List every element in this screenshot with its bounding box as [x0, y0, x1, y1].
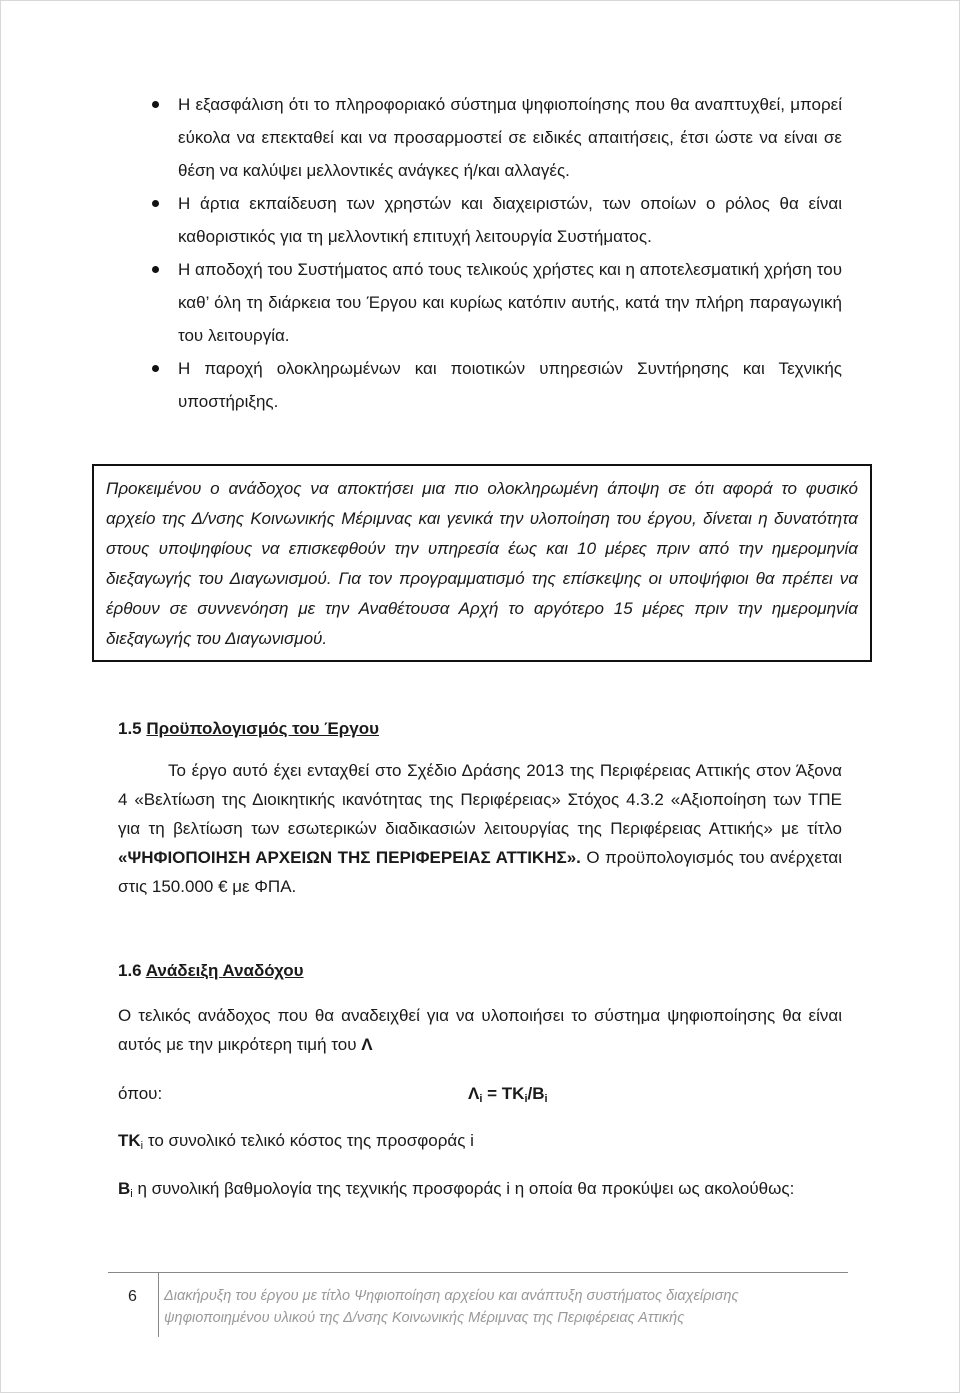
bullet-item: [178, 88, 842, 187]
formula-row: [118, 1084, 842, 1108]
bullet-text: Η άρτια εκπαίδευση των χρηστών και διαχειριστών, των οποίων ο ρόλος θα είναι καθοριστικός για τη μελλοντική επιτυχή λειτουργία Συστήματος.: [178, 194, 842, 246]
bullet-dot-icon: [152, 200, 159, 207]
tk-definition: [118, 1126, 842, 1161]
bullet-list: [178, 88, 842, 418]
formula-lambda: Λ: [468, 1084, 480, 1103]
visit-notice-box: [92, 464, 872, 662]
budget-text: Το έργο αυτό έχει ενταχθεί στο Σχέδιο Δράσης 2013 της Περιφέρειας Αττικής στον Άξονα 4 «Βελτίωση της Διοικητικής ικανότητας της Περιφέρειας» Στόχος 4.3.2 «Αξιοποίηση των ΤΠΕ για τη βελτίωση των εσωτερικών διαδικασιών λειτουργίας της Περιφέρειας Αττικής» με τίτλο: [118, 761, 842, 838]
page-footer: [108, 1272, 848, 1337]
budget-paragraph: [118, 756, 842, 901]
bullet-dot-icon: [152, 365, 159, 372]
section-number: 1.6: [118, 961, 142, 980]
visit-notice-text: Προκειμένου ο ανάδοχος να αποκτήσει μια πιο ολοκληρωμένη άποψη σε ότι αφορά το φυσικό αρχείο της Δ/νσης Κοινωνικής Μέριμνας και γενικά την υλοποίηση του έργου, δίνεται η δυνατότητα στους υποψηφίους να επισκεφθούν την υπηρεσία έως και 10 μέρες πριν από την ημερομηνία διεξαγωγής του Διαγωνισμού. Για τον προγραμματισμό της επίσκεψης οι υποψήφιοι θα πρέπει να έρθουν σε συννενόηση με την Αναθέτουσα Αρχή το αργότερο 15 μέρες πριν την ημερομηνία διεξαγωγής του Διαγωνισμού.: [106, 479, 858, 648]
bullet-text: Η εξασφάλιση ότι το πληροφοριακό σύστημα ψηφιοποίησης που θα αναπτυχθεί, μπορεί εύκολα να επεκταθεί και να προσαρμοστεί σε ειδικές απαιτήσεις, έτσι ώστε να είναι σε θέση να καλύψει μελλοντικές ανάγκες ή/και αλλαγές.: [178, 95, 842, 180]
tk-symbol: ΤΚ: [118, 1131, 141, 1150]
footer-divider: [158, 1273, 159, 1337]
footer-caption: [164, 1285, 848, 1329]
formula: [468, 1084, 548, 1105]
bullet-item: [178, 187, 842, 253]
footer-caption-line: ψηφιοποιημένου υλικού της Δ/νσης Κοινωνικής Μέριμνας της Περιφέρειας Αττικής: [164, 1310, 685, 1326]
formula-eq: = ΤΚ: [482, 1084, 525, 1103]
project-title: «ΨΗΦΙΟΠΟΙΗΣΗ ΑΡΧΕΙΩΝ ΤΗΣ ΠΕΡΙΦΕΡΕΙΑΣ ΑΤΤΙΚΗΣ».: [118, 848, 581, 867]
bullet-dot-icon: [152, 266, 159, 273]
bullet-text: Η αποδοχή του Συστήματος από τους τελικούς χρήστες και η αποτελεσματική χρήση του καθ’ όλη τη διάρκεια του Έργου και κυρίως κατόπιν αυτής, κατά την πλήρη παραγωγική του λειτουργία.: [178, 260, 842, 345]
where-label: όπου:: [118, 1084, 163, 1103]
tk-sub: i: [140, 1140, 144, 1152]
section-heading-contractor: [118, 960, 304, 982]
formula-sub: i: [479, 1093, 483, 1105]
formula-sub: i: [544, 1093, 548, 1105]
b-sub: i: [130, 1188, 133, 1200]
section-title: Ανάδειξη Αναδόχου: [145, 961, 304, 980]
bullet-dot-icon: [152, 101, 159, 108]
section-number: 1.5: [118, 719, 142, 738]
bullet-text: Η παροχή ολοκληρωμένων και ποιοτικών υπηρεσιών Συντήρησης και Τεχνικής υποστήριξης.: [178, 359, 842, 411]
bullet-item: [178, 253, 842, 352]
footer-caption-line: Διακήρυξη του έργου με τίτλο Ψηφιοποίηση αρχείου και ανάπτυξη συστήματος διαχείρισης: [164, 1288, 739, 1304]
bullet-item: [178, 352, 842, 418]
lambda-symbol: Λ: [361, 1035, 373, 1054]
formula-slash: /Β: [527, 1084, 545, 1103]
b-text: η συνολική βαθμολογία της τεχνικής προσφοράς i η οποία θα προκύψει ως ακολούθως:: [132, 1179, 795, 1198]
b-definition: [118, 1174, 842, 1209]
formula-sub: i: [524, 1093, 528, 1105]
budget-amount-text: Ο προϋπολογισμός του ανέρχεται στις 150.000 € με ΦΠΑ.: [118, 848, 842, 896]
contractor-intro: [118, 1001, 842, 1059]
tk-text: το συνολικό τελικό κόστος της προσφοράς i: [143, 1131, 474, 1150]
section-title: Προϋπολογισμός του Έργου: [146, 719, 380, 738]
page-number: 6: [128, 1288, 137, 1305]
contractor-intro-text: Ο τελικός ανάδοχος που θα αναδειχθεί για να υλοποιήσει το σύστημα ψηφιοποίησης θα είναι αυτός με την μικρότερη τιμή του: [118, 1006, 842, 1054]
section-heading-budget: [118, 718, 379, 740]
b-symbol: Β: [118, 1179, 131, 1198]
